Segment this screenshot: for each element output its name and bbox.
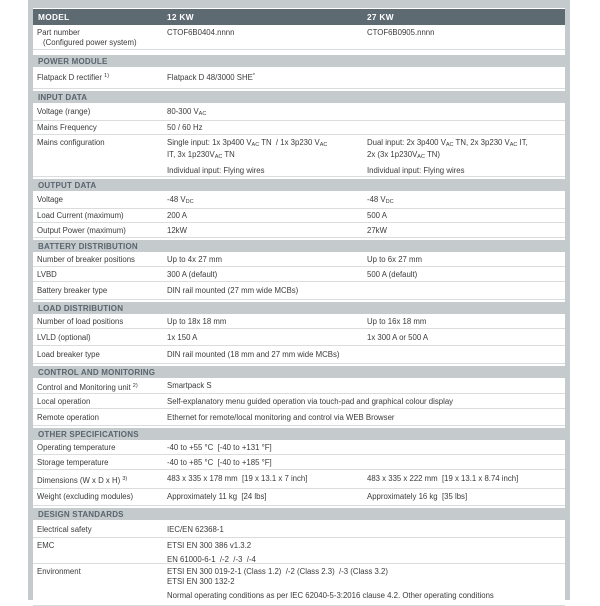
spec-row-mains-frequency bbox=[33, 121, 565, 135]
text-line: ETSI EN 300 386 v1.3.2 bbox=[167, 541, 252, 550]
cell-label bbox=[33, 223, 167, 237]
cell-label bbox=[33, 520, 167, 537]
text-line: Flatpack D 48/3000 SHE* bbox=[167, 73, 255, 82]
cell-label bbox=[33, 25, 167, 49]
text-line: -48 $V_{DC}$ bbox=[167, 195, 194, 205]
text-line: ETSI EN 300 019-2-1 (Class 1.2) /-2 (Class 2.3) /-3 (Class 3.2) bbox=[167, 567, 388, 576]
cell-label bbox=[33, 409, 167, 425]
text-line: Up to 4x 27 mm bbox=[167, 255, 223, 264]
spec-row-voltage-range bbox=[33, 103, 565, 121]
text-line: Dual input: 2x 3p400 $V_{AC}$ TN, 2x 3p230 $V_{AC}$ IT, bbox=[367, 138, 528, 148]
cell-span-value bbox=[167, 282, 565, 299]
cell-27kw-value bbox=[367, 223, 565, 237]
cell-label bbox=[33, 67, 167, 88]
cell-label bbox=[33, 252, 167, 266]
text-line: Part number bbox=[37, 28, 80, 37]
cell-12kw-value bbox=[167, 223, 367, 237]
cell-span-value bbox=[167, 538, 565, 563]
text-line: Up to 16x 18 mm bbox=[367, 317, 427, 326]
cell-label bbox=[33, 538, 167, 563]
text-line: 483 x 335 x 222 mm [19 x 13.1 x 8.74 inch] bbox=[367, 474, 519, 483]
cell-span-value bbox=[167, 378, 565, 393]
spec-sheet bbox=[28, 0, 570, 600]
text-line: 500 A (default) bbox=[367, 270, 418, 279]
spec-row-dimensions bbox=[33, 470, 565, 489]
cell-label bbox=[33, 564, 167, 605]
text-line: Remote operation bbox=[37, 413, 99, 422]
text-line: Load breaker type bbox=[37, 350, 100, 359]
text-line: Operating temperature bbox=[37, 443, 116, 452]
text-line: CTOF6B0404.nnnn bbox=[167, 28, 235, 37]
text-line: 2x (3x $1p230V_{AC}$ TN) bbox=[367, 150, 440, 160]
text-line: IT, 3x $1p230V_{AC}$ TN bbox=[167, 150, 235, 160]
text-line: Output Power (maximum) bbox=[37, 226, 126, 235]
text-line: (Configured power system) bbox=[43, 38, 137, 47]
cell-label bbox=[33, 378, 167, 393]
text-line: EMC bbox=[37, 541, 55, 550]
cell-label bbox=[33, 121, 167, 134]
text-line: Up to 6x 27 mm bbox=[367, 255, 423, 264]
spec-row-load-current bbox=[33, 209, 565, 223]
cell-span-value bbox=[167, 394, 565, 408]
cell-span-value bbox=[167, 520, 565, 537]
spec-row-mains-configuration bbox=[33, 135, 565, 177]
text-line: Storage temperature bbox=[37, 458, 109, 467]
text-line: Environment bbox=[37, 567, 81, 576]
cell-label bbox=[33, 282, 167, 299]
text-line: Local operation bbox=[37, 397, 91, 406]
text-line: 50 / 60 Hz bbox=[167, 123, 203, 132]
cell-label bbox=[33, 329, 167, 345]
text-line: DIN rail mounted (27 mm wide MCBs) bbox=[167, 286, 299, 295]
text-line: Individual input: Flying wires bbox=[167, 166, 265, 175]
section-header-control-and-monitoring: CONTROL AND MONITORING bbox=[33, 366, 565, 378]
text-line: Ethernet for remote/local monitoring and control via WEB Browser bbox=[167, 413, 395, 422]
text-line: Mains Frequency bbox=[37, 123, 97, 132]
spec-row-weight bbox=[33, 489, 565, 506]
spec-row-operating-temperature bbox=[33, 440, 565, 455]
cell-12kw-value bbox=[167, 267, 367, 281]
cell-12kw-value bbox=[167, 209, 367, 222]
text-line: Approximately 16 kg [35 lbs] bbox=[367, 492, 468, 501]
text-line: 1x 150 A bbox=[167, 333, 198, 342]
text-line: 27kW bbox=[367, 226, 387, 235]
text-line: Flatpack D rectifier $^{1)}$ bbox=[37, 73, 110, 82]
text-line: Dimensions (W x D x H) $^{3)}$ bbox=[37, 476, 128, 485]
text-line: Number of load positions bbox=[37, 317, 124, 326]
text-line: Number of breaker positions bbox=[37, 255, 135, 264]
cell-12kw-value bbox=[167, 489, 367, 505]
spec-row-remote-operation bbox=[33, 409, 565, 426]
cell-span-value bbox=[167, 409, 565, 425]
text-line: 500 A bbox=[367, 211, 387, 220]
cell-label bbox=[33, 455, 167, 469]
section-header-battery-distribution: BATTERY DISTRIBUTION bbox=[33, 240, 565, 252]
cell-span-value bbox=[167, 103, 565, 120]
text-line: Normal operating conditions as per IEC 62040-5-3:2016 clause 4.2. Other operating conditions bbox=[167, 591, 494, 600]
text-line: Single input: 1x 3p400 $V_{AC}$ TN / 1x 3p230 $V_{AC}$ bbox=[167, 138, 328, 148]
cell-27kw-value bbox=[367, 267, 565, 281]
cell-12kw-value bbox=[167, 252, 367, 266]
spec-row-lvld bbox=[33, 329, 565, 346]
cell-12kw-value bbox=[167, 329, 367, 345]
text-line: Weight (excluding modules) bbox=[37, 492, 134, 501]
text-line: 200 A bbox=[167, 211, 187, 220]
section-header-input-data: INPUT DATA bbox=[33, 91, 565, 103]
cell-12kw-value bbox=[167, 314, 367, 328]
cell-27kw-value bbox=[367, 135, 565, 176]
cell-27kw-value bbox=[367, 209, 565, 222]
text-line: -40 to +55 °C [-40 to +131 °F] bbox=[167, 443, 272, 452]
text-line: LVLD (optional) bbox=[37, 333, 91, 342]
text-line: Load Current (maximum) bbox=[37, 211, 124, 220]
spec-row-battery-breaker-type bbox=[33, 282, 565, 300]
cell-label bbox=[33, 314, 167, 328]
text-line: Mains configuration bbox=[37, 138, 105, 147]
cell-27kw-value bbox=[367, 470, 565, 488]
text-line: 483 x 335 x 178 mm [19 x 13.1 x 7 inch] bbox=[167, 474, 308, 483]
text-line: Individual input: Flying wires bbox=[367, 166, 465, 175]
text-line: 1x 300 A or 500 A bbox=[367, 333, 429, 342]
cell-label bbox=[33, 209, 167, 222]
text-line: 300 A (default) bbox=[167, 270, 218, 279]
spec-row-part-number bbox=[33, 25, 565, 50]
cell-span-value bbox=[167, 346, 565, 363]
cell-12kw-value bbox=[167, 135, 367, 176]
header-col-27kw: 27 KW bbox=[367, 12, 394, 22]
spec-row-flatpack-rectifier bbox=[33, 67, 565, 89]
spec-row-voltage bbox=[33, 191, 565, 209]
section-header-power-module: POWER MODULE bbox=[33, 55, 565, 67]
cell-span-value bbox=[167, 440, 565, 454]
cell-label bbox=[33, 394, 167, 408]
text-line: CTOF6B0905.nnnn bbox=[367, 28, 435, 37]
cell-27kw-value bbox=[367, 252, 565, 266]
text-line: Battery breaker type bbox=[37, 286, 108, 295]
cell-12kw-value bbox=[167, 191, 367, 208]
cell-span-value bbox=[167, 455, 565, 469]
cell-span-value bbox=[167, 121, 565, 134]
text-line: Approximately 11 kg [24 lbs] bbox=[167, 492, 267, 501]
text-line: Smartpack S bbox=[167, 381, 212, 390]
cell-label bbox=[33, 103, 167, 120]
text-line: 80-300 $V_{AC}$ bbox=[167, 107, 207, 117]
cell-label bbox=[33, 267, 167, 281]
spec-row-local-operation bbox=[33, 394, 565, 409]
spec-row-output-power bbox=[33, 223, 565, 238]
table-top-edge bbox=[33, 0, 565, 8]
cell-span-value bbox=[167, 67, 565, 88]
cell-label bbox=[33, 470, 167, 488]
spec-row-electrical-safety bbox=[33, 520, 565, 538]
cell-label bbox=[33, 489, 167, 505]
cell-27kw-value bbox=[367, 191, 565, 208]
text-line: Up to 18x 18 mm bbox=[167, 317, 227, 326]
text-line: ETSI EN 300 132-2 bbox=[167, 577, 235, 586]
text-line: EN 61000-6-1 /-2 /-3 /-4 bbox=[167, 555, 256, 563]
cell-27kw-value bbox=[367, 25, 565, 49]
cell-label bbox=[33, 440, 167, 454]
header-col-12kw: 12 KW bbox=[167, 12, 194, 22]
spec-row-breaker-positions bbox=[33, 252, 565, 267]
spec-row-control-monitoring-unit bbox=[33, 378, 565, 394]
text-line: Voltage bbox=[37, 195, 64, 204]
cell-label bbox=[33, 346, 167, 363]
section-header-output-data: OUTPUT DATA bbox=[33, 179, 565, 191]
spec-row-lvbd bbox=[33, 267, 565, 282]
section-header-design-standards: DESIGN STANDARDS bbox=[33, 508, 565, 520]
text-line: Electrical safety bbox=[37, 525, 92, 534]
spec-row-load-breaker-type bbox=[33, 346, 565, 364]
cell-12kw-value bbox=[167, 25, 367, 49]
cell-27kw-value bbox=[367, 314, 565, 328]
header-model: MODEL bbox=[38, 12, 70, 22]
text-line: 12kW bbox=[167, 226, 187, 235]
cell-label bbox=[33, 191, 167, 208]
text-line: Voltage (range) bbox=[37, 107, 91, 116]
text-line: LVBD bbox=[37, 270, 57, 279]
spec-row-load-positions bbox=[33, 314, 565, 329]
spec-row-storage-temperature bbox=[33, 455, 565, 470]
section-header-other-specifications: OTHER SPECIFICATIONS bbox=[33, 428, 565, 440]
section-header-load-distribution: LOAD DISTRIBUTION bbox=[33, 302, 565, 314]
spec-row-emc bbox=[33, 538, 565, 564]
table-body bbox=[33, 25, 565, 606]
cell-span-value bbox=[167, 564, 565, 605]
text-line: IEC/EN 62368-1 bbox=[167, 525, 224, 534]
text-line: -40 to +85 °C [-40 to +185 °F] bbox=[167, 458, 272, 467]
cell-27kw-value bbox=[367, 329, 565, 345]
text-line: DIN rail mounted (18 mm and 27 mm wide MCBs) bbox=[167, 350, 340, 359]
cell-12kw-value bbox=[167, 470, 367, 488]
text-line: -48 $V_{DC}$ bbox=[367, 195, 394, 205]
table-header-row bbox=[33, 9, 565, 25]
text-line: Control and Monitoring unit $^{2)}$ bbox=[37, 383, 138, 392]
cell-label bbox=[33, 135, 167, 176]
text-line: Self-explanatory menu guided operation via touch-pad and graphical colour display bbox=[167, 397, 454, 406]
cell-27kw-value bbox=[367, 489, 565, 505]
